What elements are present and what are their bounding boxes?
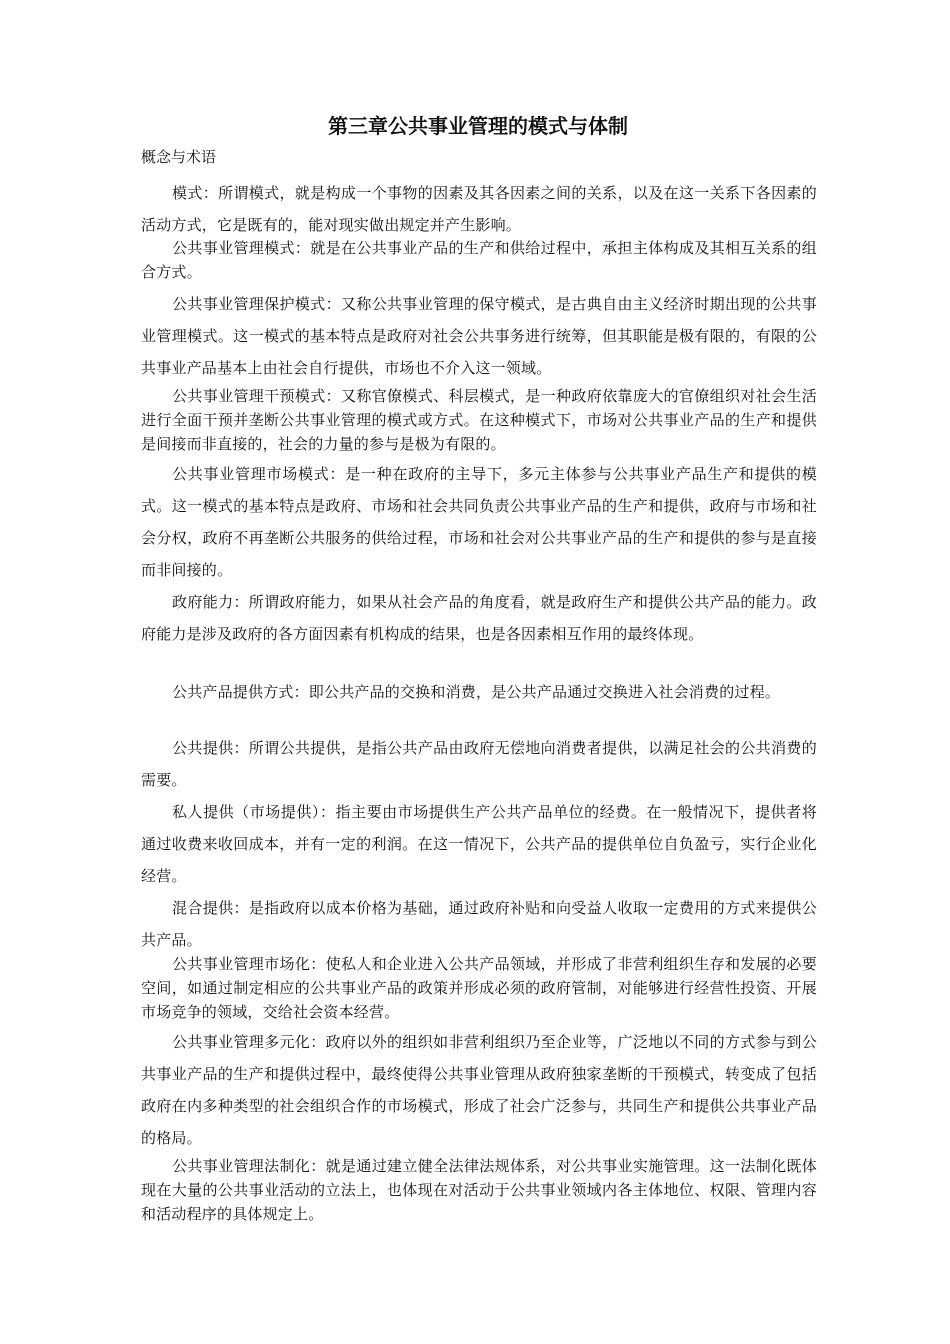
paragraph-protection-mode: 公共事业管理保护模式：又称公共事业管理的保守模式，是古典自由主义经济时期出现的公共事业管理模式。这一模式的基本特点是政府对社会公共事务进行统筹，但其职能是极有限的，有限的公共事业产品基本上由社会自行提供，市场也不介入这一领域。	[141, 295, 817, 377]
paragraph-marketization: 公共事业管理市场化：使私人和企业进入公共产品领域，并形成了非营利组织生存和发展的必要空间，如通过制定相应的公共事业产品的政策并形成必须的政府管制，对能够进行经营性投资、开展市场竞争的领域，交给社会资本经营。	[141, 955, 817, 1021]
paragraph-mixed-provision: 混合提供：是指政府以成本价格为基础，通过政府补贴和向受益人收取一定费用的方式来提供公共产品。	[141, 899, 817, 949]
paragraph-management-mode: 公共事业管理模式：就是在公共事业产品的生产和供给过程中，承担主体构成及其相互关系的组合方式。	[141, 239, 817, 281]
paragraph-provision-method: 公共产品提供方式：即公共产品的交换和消费，是公共产品通过交换进入社会消费的过程。	[172, 683, 781, 701]
paragraph-public-provision: 公共提供：所谓公共提供，是指公共产品由政府无偿地向消费者提供，以满足社会的公共消费的需要。	[141, 739, 817, 789]
paragraph-legalization: 公共事业管理法制化：就是通过建立健全法律法规体系，对公共事业实施管理。这一法制化既体现在大量的公共事业活动的立法上，也体现在对活动于公共事业领域内各主体地位、权限、管理内容和活动程序的具体规定上。	[141, 1157, 817, 1223]
paragraph-market-mode: 公共事业管理市场模式：是一种在政府的主导下，多元主体参与公共事业产品生产和提供的模式。这一模式的基本特点是政府、市场和社会共同负责公共事业产品的生产和提供，政府与市场和社会分权，政府不再垄断公共服务的供给过程，市场和社会对公共事业产品的生产和提供的参与是直接而非间接的。	[141, 465, 817, 579]
section-label: 概念与术语	[141, 148, 217, 166]
paragraph-mode: 模式：所谓模式，就是构成一个事物的因素及其各因素之间的关系，以及在这一关系下各因素的活动方式，它是既有的，能对现实做出规定并产生影响。	[141, 184, 817, 234]
paragraph-government-capacity: 政府能力：所谓政府能力，如果从社会产品的角度看，就是政府生产和提供公共产品的能力。政府能力是涉及政府的各方面因素有机构成的结果，也是各因素相互作用的最终体现。	[141, 593, 817, 643]
paragraph-intervention-mode: 公共事业管理干预模式：又称官僚模式、科层模式，是一种政府依靠庞大的官僚组织对社会生活进行全面干预并垄断公共事业管理的模式或方式。在这种模式下，市场对公共事业产品的生产和提供是间接而非直接的，社会的力量的参与是极为有限的。	[141, 387, 817, 453]
chapter-title: 第三章公共事业管理的模式与体制	[328, 114, 628, 138]
paragraph-private-provision: 私人提供（市场提供）：指主要由市场提供生产公共产品单位的经费。在一般情况下，提供者将通过收费来收回成本，并有一定的利润。在这一情况下，公共产品的提供单位自负盈亏，实行企业化经营。	[141, 803, 817, 885]
paragraph-diversification: 公共事业管理多元化：政府以外的组织如非营利组织乃至企业等，广泛地以不同的方式参与到公共事业产品的生产和提供过程中，最终使得公共事业管理从政府独家垄断的干预模式，转变成了包括政府在内多种类型的社会组织合作的市场模式，形成了社会广泛参与，共同生产和提供公共事业产品的格局。	[141, 1033, 817, 1147]
